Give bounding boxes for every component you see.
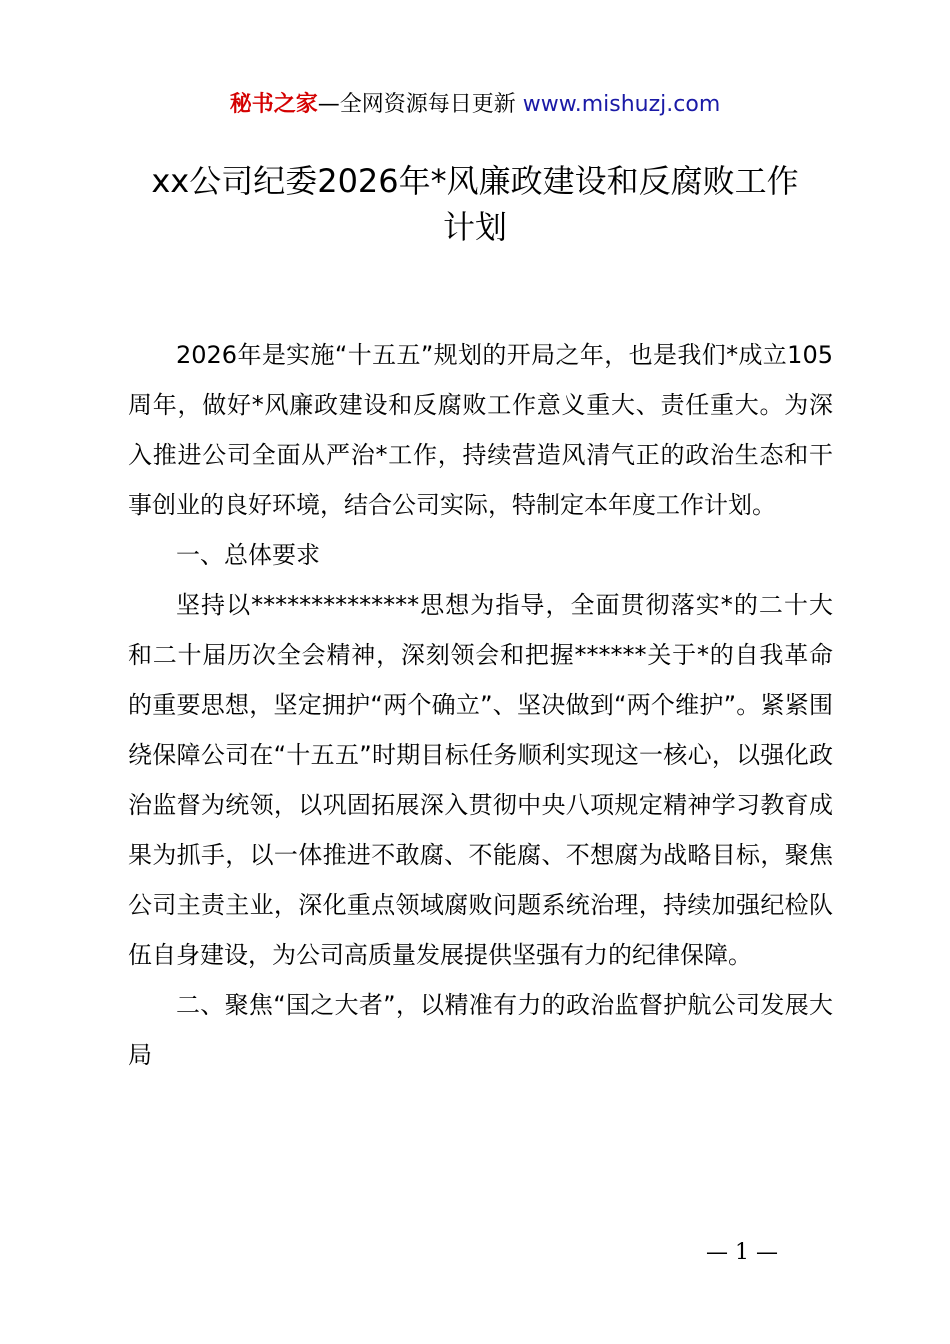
document-title-line-2: 计划 [442, 208, 507, 246]
document-body [128, 330, 833, 1080]
document-title [100, 158, 850, 250]
section-heading-general-requirements: 一、总体要求 [176, 541, 320, 569]
general-requirements-paragraph: 坚持以**************思想为指导，全面贯彻落实*的二十大和二十届历次全会精神，深刻领会和把握******关于*的自我革命的重要思想，坚定拥护“两个确立”、坚决做到“两个维护”。紧紧围绕保障公司在“十五五”时期目标任务顺利实现这一核心，以强化政治监督为统领，以巩固拓展深入贯彻中央八项规定精神学习教育成果为抓手，以一体推进不敢腐、不能腐、不想腐为战略目标，聚焦公司主责主业，深化重点领域腐败问题系统治理，持续加强纪检队伍自身建设，为公司高质量发展提供坚强有力的纪律保障。 [128, 591, 833, 969]
site-url-link[interactable]: www.mishuzj.com [522, 92, 721, 117]
site-tagline: —全网资源每日更新 [317, 92, 523, 117]
document-title-line-1: xx公司纪委2026年*风廉政建设和反腐败工作 [151, 162, 799, 200]
section-heading-political-supervision: 二、聚焦“国之大者”，以精准有力的政治监督护航公司发展大局 [128, 991, 833, 1069]
page-number: — 1 — [706, 1240, 778, 1265]
site-brand: 秘书之家 [229, 92, 318, 117]
intro-paragraph: 2026年是实施“十五五”规划的开局之年，也是我们*成立105周年，做好*风廉政建设和反腐败工作意义重大、责任重大。为深入推进公司全面从严治*工作，持续营造风清气正的政治生态和干事创业的良好环境，结合公司实际，特制定本年度工作计划。 [128, 341, 833, 519]
site-header [0, 88, 950, 122]
